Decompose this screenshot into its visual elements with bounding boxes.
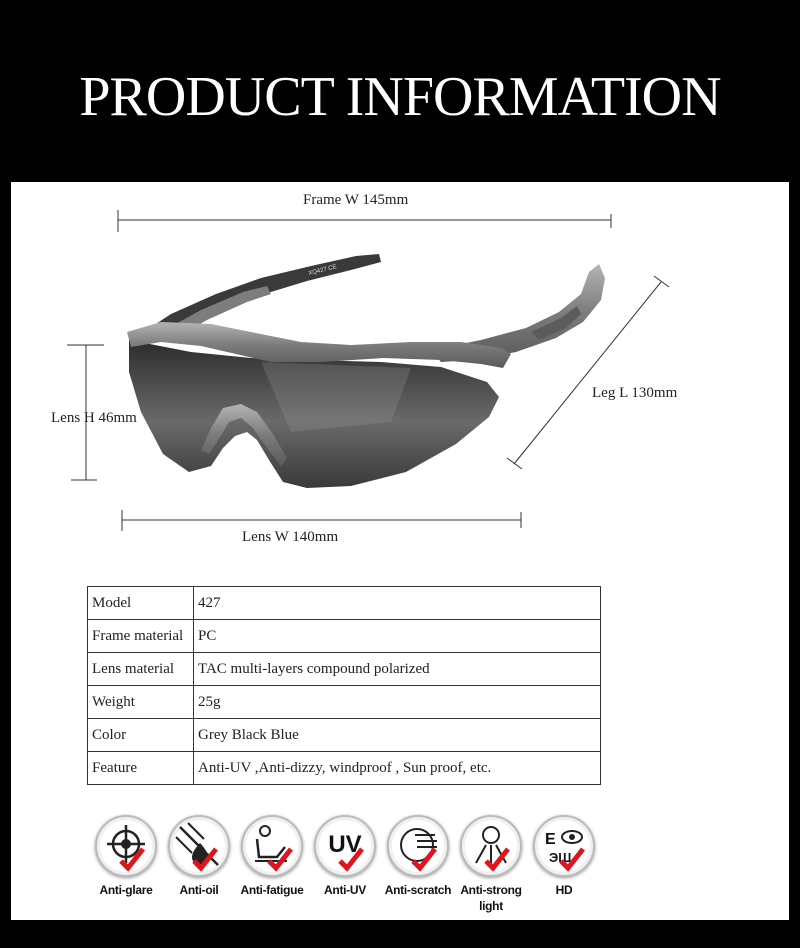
svg-text:E: E (545, 831, 556, 848)
spec-value: PC (194, 620, 601, 653)
reclining-figure-icon (241, 815, 303, 877)
feature-hd (524, 815, 604, 898)
spec-key: Model (88, 587, 194, 620)
lens-height-label: Lens H 46mm (51, 410, 137, 426)
spec-value: Anti-UV ,Anti-dizzy, windproof , Sun proof, etc. (194, 752, 601, 785)
spec-value: Grey Black Blue (194, 719, 601, 752)
feature-label: Anti-scratch (384, 883, 452, 897)
leg-length-label: Leg L 130mm (592, 385, 678, 401)
frame-width-line (118, 210, 611, 232)
feature-label: Anti-oil (179, 883, 219, 897)
feature-icons (11, 815, 789, 920)
eye-chart-icon (533, 815, 595, 877)
spec-key: Lens material (88, 653, 194, 686)
feature-label: Anti-glare (99, 883, 153, 897)
spec-value: TAC multi-layers compound polarized (194, 653, 601, 686)
frame-width-label: Frame W 145mm (303, 192, 409, 208)
feature-label: HD (555, 883, 573, 897)
feature-anti-strong-light (451, 815, 531, 914)
feature-anti-glare (86, 815, 166, 898)
lens-width-label: Lens W 140mm (242, 529, 339, 545)
svg-text:ЭШ: ЭШ (549, 850, 572, 865)
feature-anti-scratch (378, 815, 458, 898)
feature-anti-fatigue (232, 815, 312, 898)
lens-width-line (122, 510, 521, 531)
spec-value: 25g (194, 686, 601, 719)
spec-key: Weight (88, 686, 194, 719)
sunglasses-diagram (11, 182, 789, 582)
table-row (88, 587, 601, 620)
spec-value: 427 (194, 587, 601, 620)
crosshair-icon (95, 815, 157, 877)
table-row (88, 620, 601, 653)
temple-print: XQ427 CE (308, 264, 338, 277)
table-row (88, 686, 601, 719)
header-banner (0, 0, 800, 182)
feature-anti-oil (159, 815, 239, 898)
feature-label: Anti-strong light (460, 883, 522, 913)
spec-table (87, 586, 601, 785)
feature-anti-uv (305, 815, 385, 898)
spec-key: Frame material (88, 620, 194, 653)
feature-label: Anti-UV (324, 883, 366, 897)
feature-label: Anti-fatigue (240, 883, 304, 897)
table-row (88, 719, 601, 752)
table-row (88, 653, 601, 686)
product-panel (11, 182, 789, 920)
oil-drop-icon (168, 815, 230, 877)
scratch-icon (387, 815, 449, 877)
svg-text:UV: UV (328, 831, 362, 858)
table-row (88, 752, 601, 785)
spec-key: Feature (88, 752, 194, 785)
page-title: PRODUCT INFORMATION (79, 66, 721, 128)
uv-icon (314, 815, 376, 877)
spec-key: Color (88, 719, 194, 752)
sun-rays-icon (460, 815, 522, 877)
